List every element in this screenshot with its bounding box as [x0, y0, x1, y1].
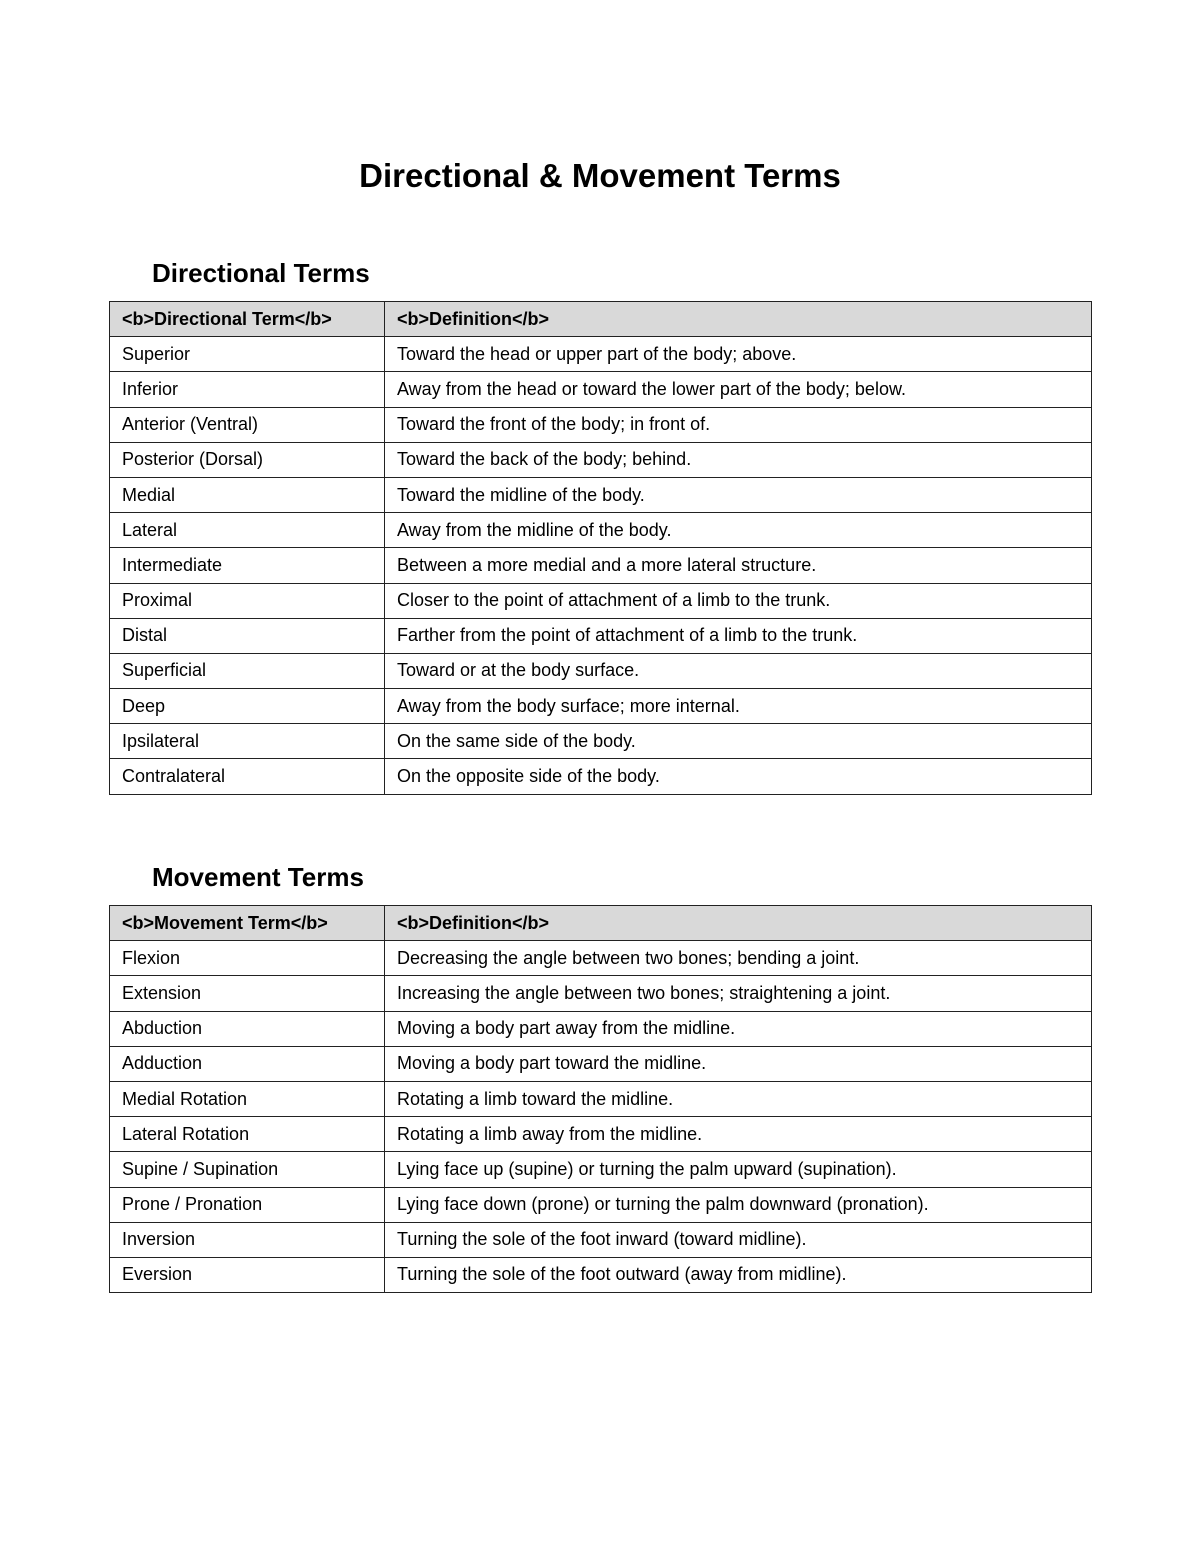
term-cell: Ipsilateral — [110, 724, 385, 759]
term-cell: Lateral Rotation — [110, 1117, 385, 1152]
table-row — [110, 583, 1092, 618]
definition-cell: Toward the head or upper part of the body; above. — [385, 337, 1092, 372]
directional-terms-table — [109, 301, 1092, 795]
term-cell: Intermediate — [110, 548, 385, 583]
table-row — [110, 976, 1092, 1011]
term-cell: Deep — [110, 689, 385, 724]
definition-cell: Toward the midline of the body. — [385, 477, 1092, 512]
term-cell: Extension — [110, 976, 385, 1011]
definition-cell: On the same side of the body. — [385, 724, 1092, 759]
definition-cell: Rotating a limb toward the midline. — [385, 1081, 1092, 1116]
definition-cell: Away from the body surface; more internal. — [385, 689, 1092, 724]
table-header-row — [110, 302, 1092, 337]
column-header-definition: <b>Definition</b> — [385, 906, 1092, 941]
table-row — [110, 1081, 1092, 1116]
definition-cell: Toward the front of the body; in front of. — [385, 407, 1092, 442]
movement-terms-heading: Movement Terms — [152, 862, 364, 892]
term-cell: Eversion — [110, 1257, 385, 1292]
definition-cell: Farther from the point of attachment of a limb to the trunk. — [385, 618, 1092, 653]
term-cell: Superior — [110, 337, 385, 372]
definition-cell: Turning the sole of the foot outward (away from midline). — [385, 1257, 1092, 1292]
table-row — [110, 407, 1092, 442]
definition-cell: Closer to the point of attachment of a limb to the trunk. — [385, 583, 1092, 618]
column-header-term: <b>Movement Term</b> — [110, 906, 385, 941]
term-cell: Medial Rotation — [110, 1081, 385, 1116]
definition-cell: Toward the back of the body; behind. — [385, 442, 1092, 477]
table-row — [110, 724, 1092, 759]
term-cell: Anterior (Ventral) — [110, 407, 385, 442]
definition-cell: On the opposite side of the body. — [385, 759, 1092, 794]
term-cell: Abduction — [110, 1011, 385, 1046]
table-row — [110, 548, 1092, 583]
term-cell: Posterior (Dorsal) — [110, 442, 385, 477]
term-cell: Medial — [110, 477, 385, 512]
movement-terms-table — [109, 905, 1092, 1293]
definition-cell: Moving a body part toward the midline. — [385, 1046, 1092, 1081]
table-row — [110, 1222, 1092, 1257]
definition-cell: Moving a body part away from the midline. — [385, 1011, 1092, 1046]
term-cell: Contralateral — [110, 759, 385, 794]
table-row — [110, 1257, 1092, 1292]
table-row — [110, 1117, 1092, 1152]
term-cell: Superficial — [110, 653, 385, 688]
table-row — [110, 477, 1092, 512]
column-header-term: <b>Directional Term</b> — [110, 302, 385, 337]
term-cell: Adduction — [110, 1046, 385, 1081]
definition-cell: Away from the head or toward the lower part of the body; below. — [385, 372, 1092, 407]
term-cell: Inferior — [110, 372, 385, 407]
table-row — [110, 941, 1092, 976]
table-row — [110, 513, 1092, 548]
table-row — [110, 372, 1092, 407]
table-row — [110, 689, 1092, 724]
definition-cell: Turning the sole of the foot inward (toward midline). — [385, 1222, 1092, 1257]
table-row — [110, 653, 1092, 688]
definition-cell: Rotating a limb away from the midline. — [385, 1117, 1092, 1152]
term-cell: Inversion — [110, 1222, 385, 1257]
table-row — [110, 337, 1092, 372]
term-cell: Distal — [110, 618, 385, 653]
definition-cell: Decreasing the angle between two bones; bending a joint. — [385, 941, 1092, 976]
column-header-definition: <b>Definition</b> — [385, 302, 1092, 337]
table-row — [110, 1152, 1092, 1187]
table-row — [110, 442, 1092, 477]
table-header-row — [110, 906, 1092, 941]
table-row — [110, 1187, 1092, 1222]
directional-terms-heading: Directional Terms — [152, 258, 370, 288]
definition-cell: Toward or at the body surface. — [385, 653, 1092, 688]
table-row — [110, 759, 1092, 794]
page-title: Directional & Movement Terms — [359, 157, 841, 194]
term-cell: Flexion — [110, 941, 385, 976]
term-cell: Prone / Pronation — [110, 1187, 385, 1222]
term-cell: Supine / Supination — [110, 1152, 385, 1187]
definition-cell: Increasing the angle between two bones; straightening a joint. — [385, 976, 1092, 1011]
table-row — [110, 1011, 1092, 1046]
definition-cell: Away from the midline of the body. — [385, 513, 1092, 548]
definition-cell: Lying face up (supine) or turning the palm upward (supination). — [385, 1152, 1092, 1187]
table-row — [110, 1046, 1092, 1081]
term-cell: Lateral — [110, 513, 385, 548]
table-row — [110, 618, 1092, 653]
definition-cell: Between a more medial and a more lateral structure. — [385, 548, 1092, 583]
definition-cell: Lying face down (prone) or turning the palm downward (pronation). — [385, 1187, 1092, 1222]
term-cell: Proximal — [110, 583, 385, 618]
